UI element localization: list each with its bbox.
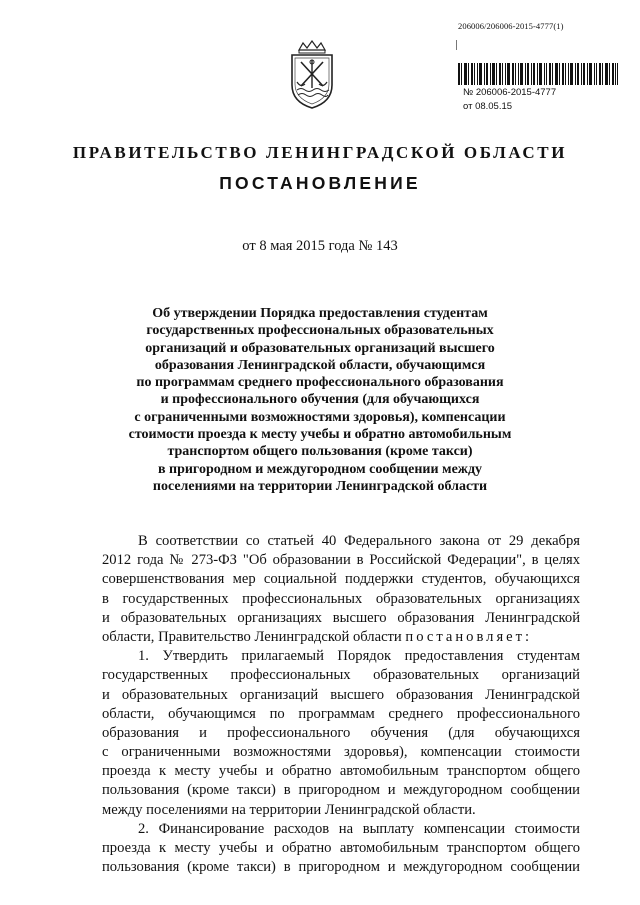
- subject-line: с ограниченными возможностями здоровья), компенсации: [134, 409, 506, 425]
- preamble-last-text: области, Правительство Ленинградской области: [102, 628, 406, 645]
- document-date-number: от 8 мая 2015 года № 143: [242, 238, 398, 254]
- body-line: [102, 628, 580, 647]
- item-1-line: с ограниченными возможностями здоровья), компенсации стоимости: [102, 744, 580, 761]
- registration-number: № 206006-2015-4777: [463, 87, 557, 98]
- subject-line: стоимости проезда к месту учебы и обратно автомобильным: [128, 427, 512, 443]
- document-subject: [110, 305, 530, 495]
- tick-mark: [456, 40, 457, 50]
- item-1-line: проезда к месту учебы и обратно автомобильным транспортом общего: [102, 763, 580, 780]
- subject-line: образования Ленинградской области, обучающимся: [154, 357, 486, 373]
- item-2-line: пользования (кроме такси) в пригородном и междугородном сообщении: [102, 859, 580, 876]
- item-1-line: образования и профессионального обучения (для обучающихся: [102, 724, 580, 741]
- subject-line: государственных профессиональных образовательных: [146, 323, 494, 339]
- item-1-line: между поселениями на территории Ленинградской области.: [102, 801, 476, 818]
- subject-line: поселениями на территории Ленинградской области: [152, 478, 488, 494]
- subject-line: транспортом общего пользования (кроме такси): [167, 444, 473, 460]
- item-1-line: пользования (кроме такси) в пригородном и междугородном сообщении: [102, 782, 580, 799]
- item-2-line: проезда к месту учебы и обратно автомобильным транспортом общего: [102, 840, 580, 856]
- subject-line: и профессионального обучения (для обучающихся: [160, 392, 480, 408]
- registration-date: от 08.05.15: [463, 101, 513, 112]
- government-title: ПРАВИТЕЛЬСТВО ЛЕНИНГРАДСКОЙ ОБЛАСТИ: [72, 143, 568, 162]
- leningrad-oblast-coat-of-arms-icon: [287, 40, 337, 110]
- subject-line: Об утверждении Порядка предоставления студентам: [152, 306, 488, 321]
- subject-line: в пригородном и междугородном сообщении между: [157, 461, 483, 477]
- item-1-line: государственных профессиональных образовательных организаций: [102, 667, 580, 684]
- body-line: совершенствования мер социальной поддержки студентов, обучающихся: [102, 571, 580, 588]
- body-line: В соответствии со статьей 40 Федерального закона от 29 декабря: [138, 533, 580, 549]
- subject-line: по программам среднего профессионального образования: [136, 375, 504, 391]
- item-2-line: 2. Финансирование расходов на выплату компенсации стоимости: [138, 820, 580, 837]
- subject-line: организаций и образовательных организаций высшего: [145, 340, 495, 356]
- registration-top-code: 206006/206006-2015-4777(1): [458, 21, 564, 31]
- document-body: [102, 532, 580, 877]
- item-1-line: области, обучающимся по программам среднего профессионального: [102, 705, 580, 722]
- document-type: ПОСТАНОВЛЕНИЕ: [219, 173, 421, 193]
- barcode-icon: [458, 63, 618, 85]
- body-line: 2012 года № 273-ФЗ "Об образовании в Российской Федерации", в целях: [102, 552, 580, 569]
- item-1-line: 1. Утвердить прилагаемый Порядок предоставления студентам: [138, 648, 580, 665]
- body-line: и образовательных организациях высшего образования Ленинградской: [102, 609, 580, 626]
- item-1-line: и образовательных организаций высшего образования Ленинградской: [102, 686, 580, 703]
- body-line: в государственных профессиональных образовательных организациях: [102, 590, 580, 607]
- decree-word: постановляет:: [405, 628, 533, 645]
